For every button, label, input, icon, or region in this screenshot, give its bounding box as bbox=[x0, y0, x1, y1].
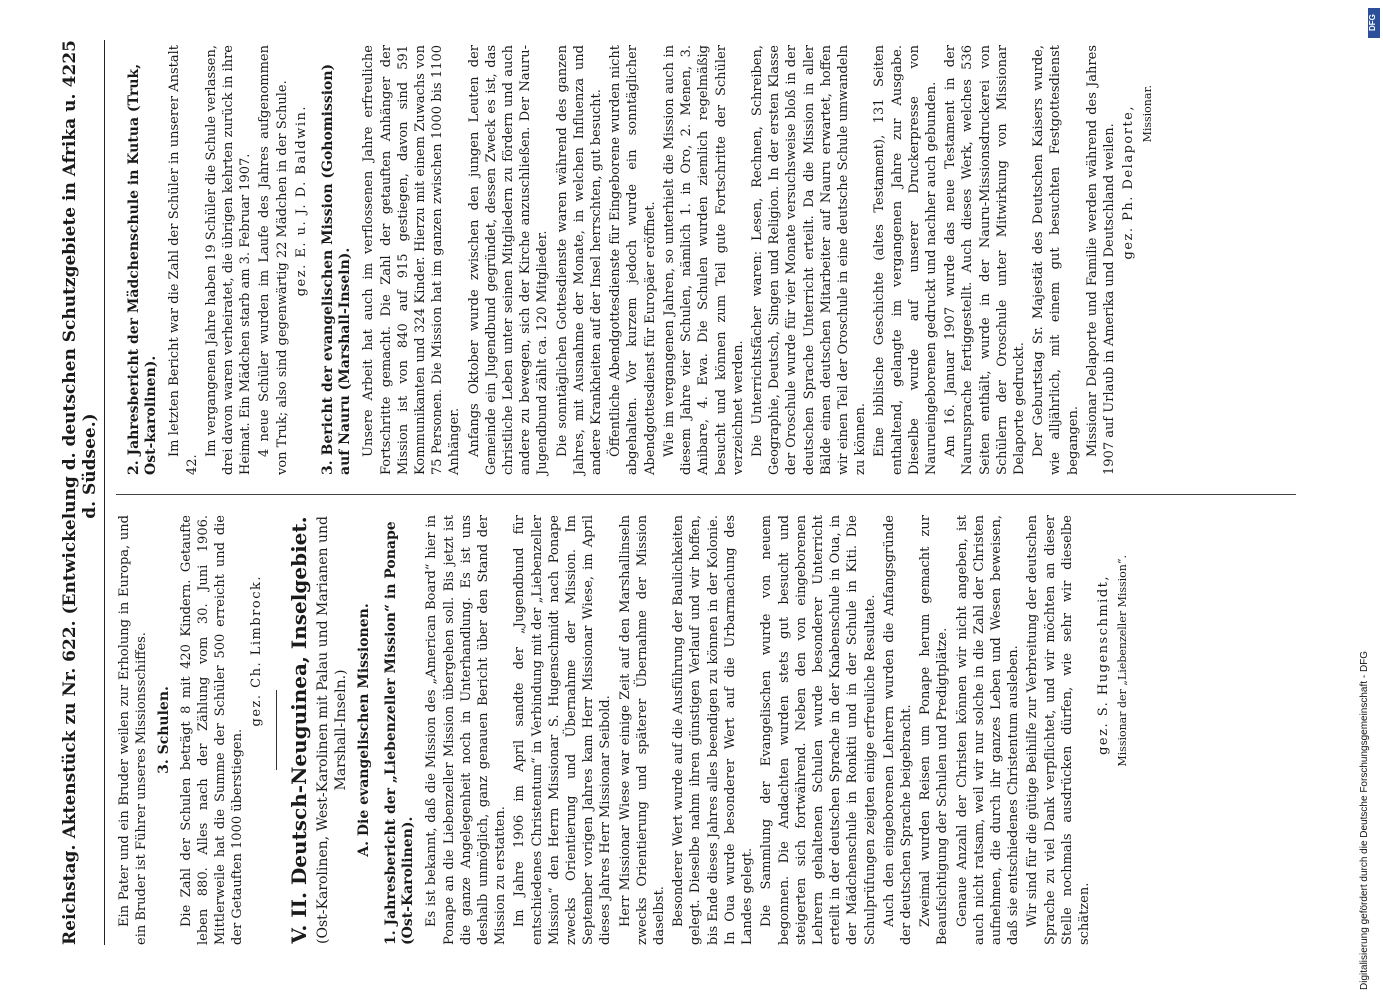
paragraph: Genaue Anzahl der Christen können wir nicht angeben, ist auch nicht ratsam, weil wir nur solche in die Zahl der Christen aufnehmen, die durch ihr ganzes Leben und Wesen beweisen, daß sie entschiedenes Christentum ausleben. bbox=[954, 515, 1022, 945]
schulen-heading: 3. Schulen. bbox=[156, 686, 173, 774]
page-header bbox=[60, 40, 105, 945]
header-left: Reichstag. bbox=[60, 844, 80, 945]
report-1-title: 1. Jahresbericht der „Liebenzeller Mission“ in Ponape (Ost-Karolinen). bbox=[383, 521, 417, 945]
paragraph: Eine biblische Geschichte (altes Testament), 131 Seiten enthaltend, gelangte im vergangenen Jahre zur Ausgabe. Dieselbe wurde auf unserer Druckerpresse von Naurueingeborenen gedruckt und nachher auch gebunden. bbox=[872, 45, 939, 475]
signature-role: Missionar. bbox=[1141, 85, 1155, 143]
paragraph: 4 neue Schüler wurden im Laufe des Jahres aufgenommen von Truk; also sind gegenwärtig 22 Mädchen in der Schule. bbox=[257, 45, 290, 475]
dfg-logo: DFG bbox=[1368, 8, 1380, 38]
paragraph: Der Geburtstag Sr. Majestät des Deutschen Kaisers wurde, wie alljährlich, mit einem gut besuchten Festgottesdienst begangen. bbox=[1031, 45, 1081, 475]
intro-paragraph: Ein Pater und ein Bruder weilen zur Erholung in Europa, und ein Bruder ist Führer unseres Missionsschiffes. bbox=[117, 515, 150, 945]
signature-hugenschmidt: gez. S. Hugenschmidt, bbox=[1096, 575, 1112, 755]
paragraph: Missionar Delaporte und Familie werden während des Jahres 1907 auf Urlaub in Amerika und Deutschland weilen. bbox=[1084, 45, 1117, 475]
paragraph: Wie im vergangenen Jahren, so unterhielt die Mission auch in diesem Jahre vier Schulen, nämlich 1. in Oro, 2. Menen, 3. Anibare, 4. Ewa. Die Schulen wurden ziemlich regelmäßig besucht und können zum Teil gute Fortschritte der Schüler verzeichnet werden. bbox=[661, 45, 746, 475]
paragraph: Auch den eingeborenen Lehrern wurden die Anfangsgründe der deutschen Sprache beigebracht. bbox=[881, 515, 914, 945]
schulen-paragraph: Die Zahl der Schulen beträgt 8 mit 420 Kindern. Getaufte leben 880. Alles nach der Zählung vom 30. Juni 1906. Mittlerweile hat die Summe der Schüler 500 erreicht und die der Getauften 1000 überstiegen. bbox=[178, 515, 246, 945]
report-2-title: 2. Jahresbericht der Mädchenschule in Kutua (Truk, Ost-karolinen). bbox=[126, 63, 160, 475]
paragraph: Im letzten Bericht war die Zahl der Schüler in unserer Anstalt 42. bbox=[167, 45, 200, 475]
section-subtitle: (Ost-Karolinen, West-Karolinen mit Palau und Marianen und Marshall-Inseln.) bbox=[314, 516, 349, 944]
signature-limbrock: gez. Ch. Limbrock. bbox=[249, 575, 265, 727]
paragraph: Im vergangenen Jahre haben 19 Schüler die Schule verlassen, drei davon waren verheiratet, die übrigen kehrten zurück in ihre Heimat. Ein Mädchen starb am 3. Februar 1907. bbox=[203, 45, 254, 475]
divider-rule bbox=[276, 690, 277, 770]
paragraph: Anfangs Oktober wurde zwischen den jungen Leuten der Gemeinde ein Jugendbund gegründet, dessen Zweck es ist, das christliche Leben unter seinen Mitgliedern zu fördern und auch andere zu bewegen, sich der Kirche anzuschließen. Der Nauru-Jugendbund zählt ca. 120 Mitglieder. bbox=[466, 45, 551, 475]
header-title: Aktenstück zu Nr. 622. (Entwickelung d. deutschen Schutzgebiete in Afrika u. d. Südsee.) bbox=[60, 93, 100, 839]
paragraph: Es ist bekannt, daß die Mission des „American Board“ hier in Ponape an die Liebenzeller Mission übergehen soll. Bis jetzt ist die ganze Angelegenheit noch in Unterhandlung. Es ist uns deshalb unmöglich, ganz genauen Bericht über den Stand der Mission zu erstatten. bbox=[424, 515, 509, 945]
paragraph: Öffentliche Abendgottesdienste für Eingeborene wurden nicht abgehalten. Vor kurzem jedoch wurde ein sonntäglicher Abendgottesdienst für Europäer eröffnet. bbox=[608, 45, 658, 475]
paragraph: Am 16. Januar 1907 wurde das neue Testament in der Naurusprache fertiggestellt. Auch dieses Werk, welches 536 Seiten enthält, wurde in der Nauru-Missionsdruckerei von Schülern der Oroschule unter Mitwirkung von Missionar Delaporte gedruckt. bbox=[943, 45, 1027, 475]
paragraph: Zweimal wurden Reisen um Ponape herum gemacht zur Beaufsichtigung der Schulen und Predigtplätze. bbox=[918, 515, 951, 945]
right-column bbox=[116, 45, 1296, 475]
paragraph: Besonderer Wert wurde auf die Ausführung der Baulichkeiten gelegt. Dieselbe nahm ihren günstigen Verlauf und wir hoffen, bis Ende dieses Jahres alles beendigen zu können in der Kolonie. In Oua wurde besonderer Wert auf die Urbarmachung des Landes gelegt. bbox=[671, 515, 756, 945]
section-title: V. II. Deutsch-Neuguinea, Inselgebiet. bbox=[286, 516, 311, 944]
column-divider bbox=[116, 494, 1296, 495]
signature-baldwin: gez. E. u. J. D. Baldwin. bbox=[293, 105, 309, 297]
paragraph: Die Sammlung der Evangelischen wurde von neuem begonnen. Die Andachten wurden stets gut besucht und steigerten sich fortwährend. Neben den von eingeborenen Lehrern gehaltenen Schulen wurde besonderer Unterricht erteilt in der deutschen Sprache in der Knabenschule in Oua, in der Mädchenschule in Ronkiti und in der Schule in Kiti. Die Schulprüfungen zeigten einige erfreuliche Resultate. bbox=[759, 515, 878, 945]
page-body bbox=[60, 40, 1310, 945]
paragraph: Die Unterrichtsfächer waren: Lesen, Rechnen, Schreiben, Geographie, Deutsch, Singen und Religion. In der ersten Klasse der Oroschule wurde für vier Monate versuchsweise bloß in der deutschen Sprache Unterricht erteilt. Da die Mission in aller Bälde einen deutschen Mitarbeiter auf Nauru erwartet, hoffen wir einen Teil der Oroschule in eine deutsche Schule umwandeln zu können. bbox=[749, 45, 869, 475]
digitization-credit bbox=[1355, 30, 1379, 990]
paragraph: Herr Missionar Wiese war einige Zeit auf den Marshallinseln zwecks Orientierung und späterer Übernahme der Mission daselbst. bbox=[617, 515, 668, 945]
left-column bbox=[116, 515, 1296, 945]
signature-delaporte: gez. Ph. Delaporte, bbox=[1121, 105, 1137, 260]
paragraph: Im Jahre 1906 im April sandte der „Jugendbund für entschiedenes Christentum“ in Verbindung mit der „Liebenzeller Mission“ den Herrn Missionar S. Hugenschmidt nach Ponape zwecks Orientierung und Übernahme der Mission. Im September vorigen Jahres kam Herr Missionar Wiese, im April dieses Jahres Herr Missionar Seibold. bbox=[512, 515, 614, 945]
paragraph: Die sonntäglichen Gottesdienste waren während des ganzen Jahres, mit Ausnahme der Monate, in welchen Influenza und andere Krankheiten auf der Insel herrschten, gut besucht. bbox=[554, 45, 605, 475]
paragraph: Unsere Arbeit hat auch im verflossenen Jahre erfreuliche Fortschritte gemacht. Die Zahl der getauften Anhänger der Mission ist von 840 auf 915 gestiegen, davon sind 591 Kommunikanten und 324 Kinder. Hierzu mit einem Zuwachs von 75 Personen. Die Mission hat im ganzen zwischen 1000 bis 1100 Anhänger. bbox=[361, 45, 463, 475]
paragraph: Wir sind für die gütige Beihilfe zur Verbreitung der deutschen Sprache zu viel Dank verpflichtet, und wir möchten an dieser Stelle nochmals ausdrücken dürfen, wie sehr wir dieselbe schätzen. bbox=[1025, 515, 1092, 945]
credit-text: Digitalisierung gefördert durch die Deutsche Forschungsgemeinschaft - DFG bbox=[1359, 650, 1370, 990]
signature-role: Missionar der „Liebenzeller Mission“. bbox=[1116, 555, 1130, 767]
page-number: 4225 bbox=[60, 40, 80, 88]
report-3-title: 3. Bericht der evangelischen Mission (Gohomission) auf Nauru (Marshall-Inseln). bbox=[320, 63, 354, 475]
subsection-heading: A. Die evangelischen Missionen. bbox=[355, 603, 372, 857]
